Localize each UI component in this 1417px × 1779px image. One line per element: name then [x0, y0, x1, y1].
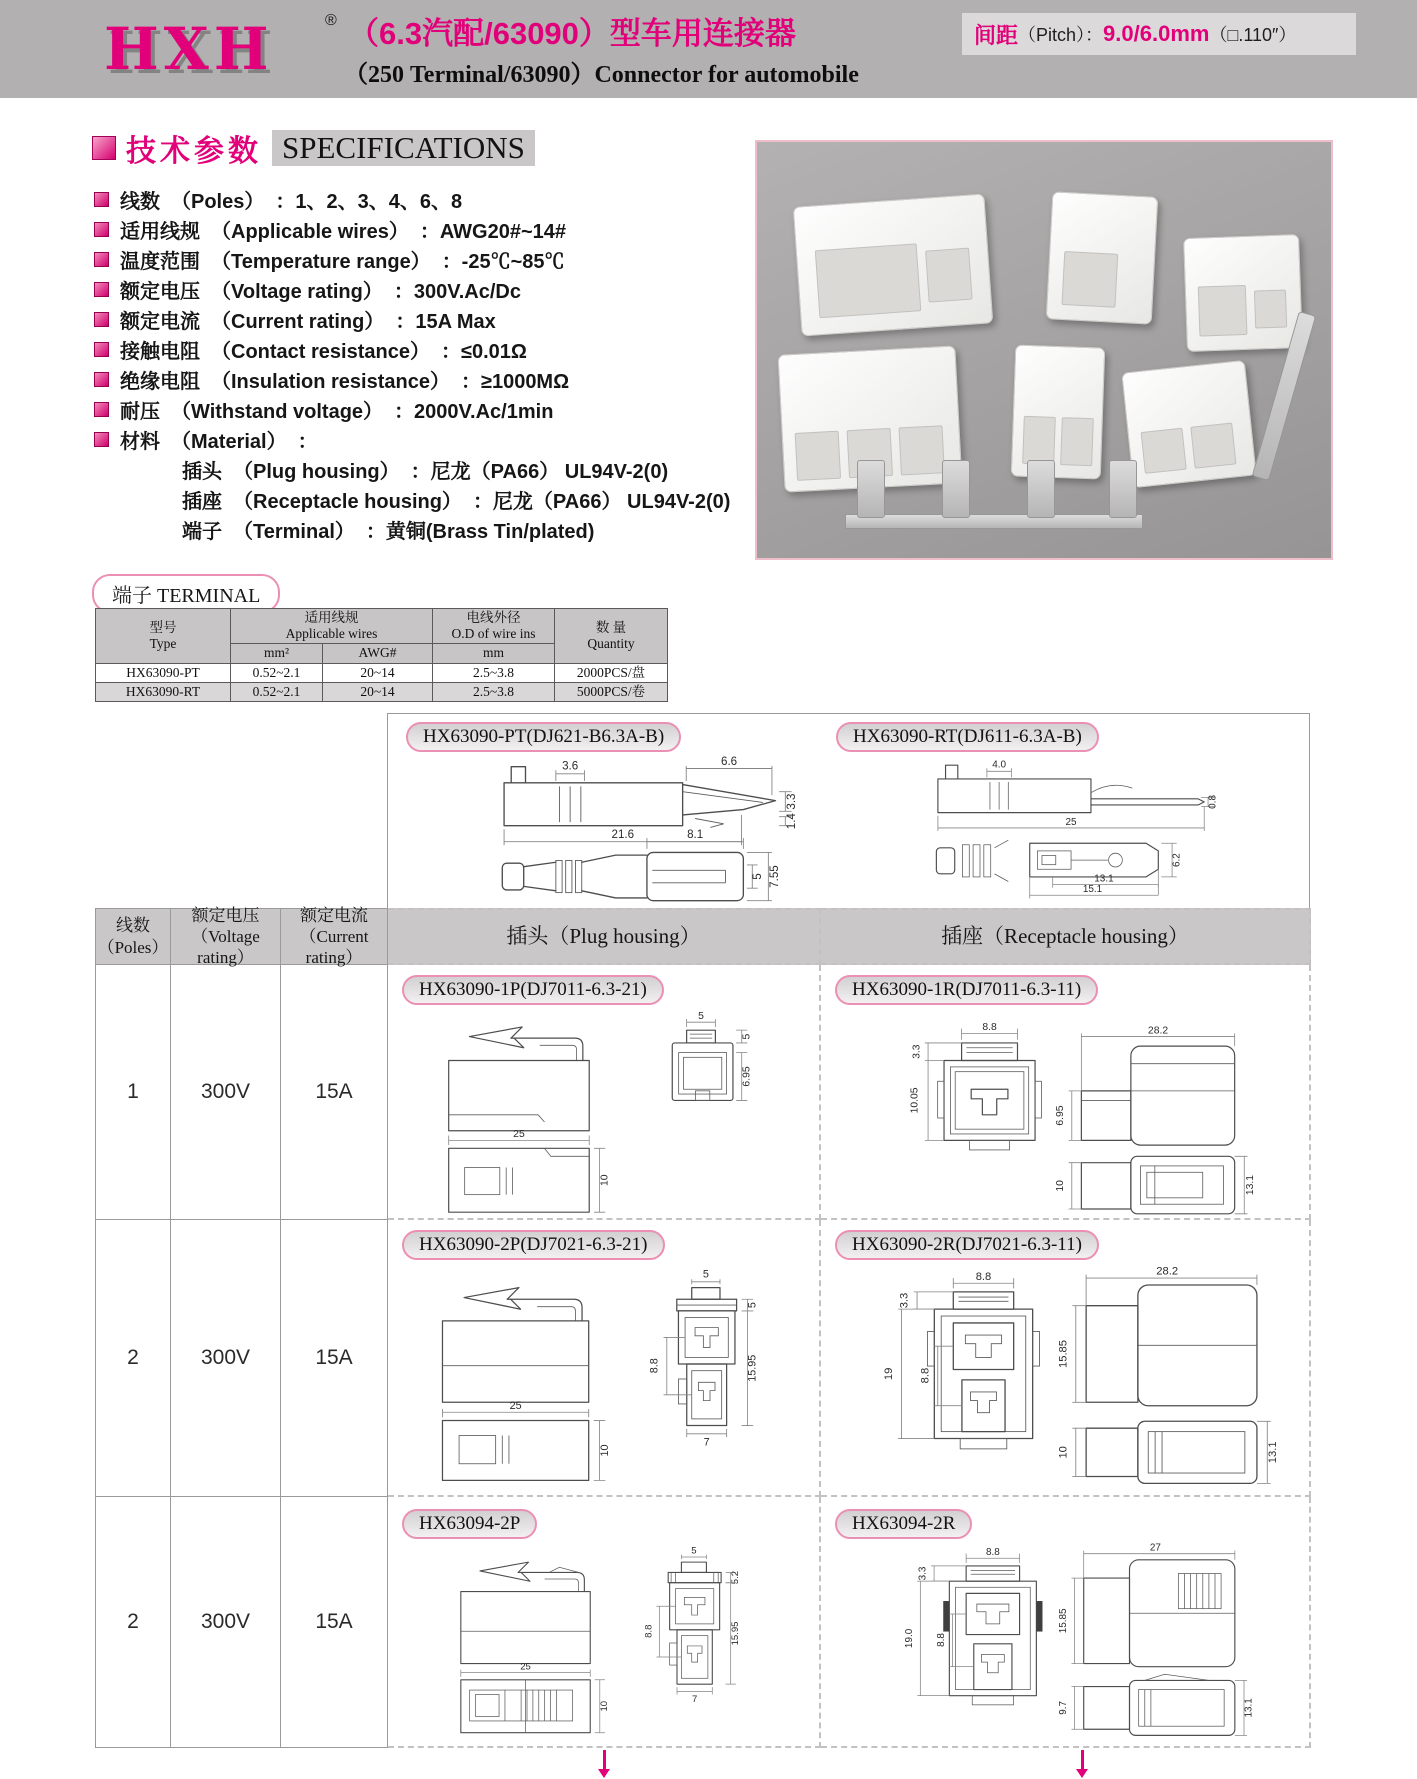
col-mm: mm [433, 644, 555, 663]
spec-subitem: 插头 （Plug housing） ：尼龙（PA66） UL94V-2(0) [182, 460, 669, 483]
col-mm2: mm² [231, 644, 323, 663]
dim-label: 8.8 [643, 1624, 655, 1638]
header-plug-housing: 插头（Plug housing） [388, 908, 821, 965]
part-number-capsule: HX63094-2R [835, 1509, 972, 1539]
page-flow-arrow [1076, 1750, 1088, 1778]
dim-label: 28.2 [1147, 1025, 1169, 1037]
spec-item: 额定电流 （Current rating） ：15A Max [94, 304, 734, 334]
terminal [1027, 460, 1055, 518]
dim-label: 19 [883, 1367, 896, 1381]
part-number-capsule: HX63090-RT(DJ611-6.3A-B) [836, 722, 1099, 752]
dim-label: 13.1 [1243, 1698, 1255, 1718]
spec-item: 耐压 （Withstand voltage） ：2000V.Ac/1min [94, 394, 734, 424]
dim-label: 9.7 [1058, 1700, 1070, 1715]
dim-label: 6.95 [1055, 1105, 1067, 1126]
dim-label: 10 [598, 1444, 611, 1457]
dim-label: 6.2 [1171, 853, 1183, 867]
item-bullet-icon [94, 312, 109, 327]
receptacle-2r-drawing [823, 1266, 1307, 1492]
receptacle-94-2r-drawing [823, 1543, 1307, 1743]
col-awg: AWG# [323, 644, 433, 663]
cell-plug-1p [388, 965, 821, 1220]
connector-housing [793, 193, 994, 336]
dim-label: 15.95 [730, 1621, 742, 1646]
plug-1p-drawing [390, 1011, 814, 1217]
cell-current: 15A [281, 965, 388, 1220]
spec-item: 接触电阻 （Contact resistance） ：≤0.01Ω [94, 334, 734, 364]
terminal-section-badge: 端子 TERMINAL [92, 574, 280, 613]
part-number-capsule: HX63090-1P(DJ7011-6.3-21) [402, 975, 664, 1005]
spec-subitem: 插座 （Receptacle housing） ：尼龙（PA66） UL94V-2(0) [182, 490, 731, 513]
cell-poles: 2 [96, 1220, 171, 1497]
pitch-label-en: （Pitch）： [1018, 25, 1104, 45]
part-number-capsule: HX63090-2P(DJ7021-6.3-21) [402, 1230, 665, 1260]
dim-label: 25 [509, 1399, 522, 1412]
dim-label: 25 [513, 1129, 525, 1141]
col-od: 电线外径 O.D of wire ins [433, 609, 555, 644]
specs-section-title [92, 126, 535, 170]
dim-label: 7 [691, 1693, 698, 1705]
dim-label: 13.1 [1094, 873, 1114, 885]
cell-voltage: 300V [171, 965, 281, 1220]
dim-label: 5 [698, 1011, 704, 1022]
dim-label: 3.6 [562, 759, 579, 773]
dim-label: 8.8 [982, 1022, 997, 1034]
specs-list [94, 184, 734, 544]
dim-label: 8.8 [985, 1547, 1000, 1559]
dim-label: 7.55 [768, 865, 782, 888]
spec-item: 额定电压 （Voltage rating） ：300V.Ac/Dc [94, 274, 734, 304]
dim-label: 6.95 [741, 1066, 753, 1087]
item-bullet-icon [94, 222, 109, 237]
spec-item: 温度范围 （Temperature range） ：-25℃~85℃ [94, 244, 734, 274]
dim-label: 3.3 [785, 793, 799, 810]
dim-label: 6.6 [721, 756, 738, 768]
table-row: HX63090-PT 0.52~2.1 20~14 2.5~3.8 2000PCS/盘 [96, 663, 668, 682]
item-bullet-icon [94, 432, 109, 447]
col-type: 型号 Type [96, 609, 231, 664]
dim-label: 5 [702, 1268, 709, 1281]
part-number-capsule: HX63090-PT(DJ621-B6.3A-B) [406, 722, 681, 752]
item-bullet-icon [94, 402, 109, 417]
part-number-capsule: HX63090-1R(DJ7011-6.3-11) [835, 975, 1098, 1005]
dim-label: 15.95 [746, 1354, 759, 1382]
terminal [857, 460, 885, 518]
terminal-drawings-panel [387, 713, 1310, 909]
dim-label: 3.3 [917, 1566, 929, 1581]
terminal-pt-drawing [448, 756, 828, 906]
terminal-table-header [96, 609, 668, 644]
part-number-capsule: HX63090-2R(DJ7021-6.3-11) [835, 1230, 1099, 1260]
page-flow-arrow [598, 1750, 610, 1778]
dim-label: 15.1 [1082, 884, 1103, 896]
cell-voltage: 300V [171, 1497, 281, 1748]
spec-item: 线数 （Poles） ：1、2、3、4、6、8 [94, 184, 734, 214]
cell-poles: 1 [96, 965, 171, 1220]
dim-label: 25 [520, 1661, 531, 1673]
col-quantity: 数 量 Quantity [555, 609, 668, 664]
dim-label: 15.85 [1058, 1608, 1070, 1634]
brand-logo: HXH [104, 15, 274, 83]
spec-item: 绝缘电阻 （Insulation resistance） ：≥1000MΩ [94, 364, 734, 394]
dim-label: 19.0 [903, 1628, 915, 1649]
page-subtitle: （250 Terminal/63090）Connector for automobile [344, 62, 859, 88]
cell-receptacle-2r [821, 1220, 1311, 1497]
dim-label: 5 [751, 873, 765, 880]
header-band [0, 0, 1417, 98]
header-voltage: 额定电压 （Voltage rating） [171, 908, 281, 965]
dim-label: 5 [746, 1302, 759, 1309]
receptacle-1r-drawing [823, 1011, 1307, 1217]
dim-label: 8.8 [648, 1358, 661, 1374]
dim-label: 13.1 [1266, 1441, 1279, 1464]
plug-94-2p-drawing [390, 1543, 814, 1743]
dim-label: 13.1 [1245, 1174, 1257, 1196]
dim-label: 8.8 [936, 1633, 948, 1647]
cell-current: 15A [281, 1220, 388, 1497]
dim-label: 5.2 [730, 1570, 742, 1585]
connector-housing [1121, 360, 1256, 488]
dim-label: 21.6 [611, 828, 635, 842]
dim-label: 3.3 [898, 1292, 911, 1309]
pitch-value: 9.0/6.0mm [1103, 21, 1210, 46]
terminal [1109, 460, 1137, 518]
pitch-inch: （□.110″） [1209, 25, 1297, 45]
main-table [95, 905, 1311, 1748]
specs-title-en: SPECIFICATIONS [272, 130, 535, 166]
dim-label: 25 [1065, 816, 1077, 828]
col-wires: 适用线规 Applicable wires [231, 609, 433, 644]
connector-housing [1046, 191, 1159, 324]
cell-voltage: 300V [171, 1220, 281, 1497]
connector-housing [1183, 234, 1303, 352]
terminal [942, 460, 970, 518]
item-bullet-icon [94, 372, 109, 387]
specs-title-cn: 技术参数 [126, 135, 262, 168]
header-poles: 线数 （Poles） [96, 908, 171, 965]
item-bullet-icon [94, 342, 109, 357]
dim-label: 5 [691, 1545, 697, 1557]
dim-label: 0.8 [1207, 795, 1219, 809]
spec-subitem: 端子 （Terminal） ：黄铜(Brass Tin/plated) [182, 520, 595, 543]
dim-label: 4.0 [992, 759, 1007, 771]
dim-label: 7 [703, 1436, 710, 1449]
header-current: 额定电流 （Current rating） [281, 908, 388, 965]
dim-label: 27 [1149, 1543, 1161, 1554]
cell-plug-94-2p [388, 1497, 821, 1748]
pitch-box [962, 13, 1356, 55]
dim-label: 10 [599, 1174, 611, 1187]
cell-receptacle-1r [821, 965, 1311, 1220]
terminal-rt-drawing [838, 756, 1298, 906]
dim-label: 28.2 [1156, 1266, 1179, 1278]
dim-label: 8.8 [919, 1367, 932, 1384]
cell-receptacle-94-2r [821, 1497, 1311, 1748]
connector-housing [1011, 344, 1106, 479]
header-receptacle-housing: 插座（Receptacle housing） [821, 908, 1311, 965]
item-bullet-icon [94, 282, 109, 297]
cell-current: 15A [281, 1497, 388, 1748]
plug-2p-drawing [390, 1266, 814, 1492]
page-title: （6.3汽配/63090）型车用连接器 [348, 16, 796, 51]
dim-label: 10 [1055, 1180, 1067, 1192]
item-bullet-icon [94, 192, 109, 207]
dim-label: 10 [599, 1700, 611, 1712]
cell-poles: 2 [96, 1497, 171, 1748]
dim-label: 3.3 [911, 1044, 923, 1059]
terminal-strip [845, 514, 1143, 529]
pitch-label-cn: 间距 [974, 22, 1019, 48]
part-number-capsule: HX63094-2P [402, 1509, 537, 1539]
dim-label: 1.4 [785, 813, 799, 830]
section-bullet-icon [92, 136, 116, 160]
table-row: HX63090-RT 0.52~2.1 20~14 2.5~3.8 5000PCS/卷 [96, 682, 668, 701]
cell-plug-2p [388, 1220, 821, 1497]
item-bullet-icon [94, 252, 109, 267]
registered-mark: ® [325, 12, 337, 29]
dim-label: 8.1 [687, 828, 704, 842]
terminal-table [95, 608, 668, 702]
spec-item: 材料 （Material） ： [94, 424, 734, 454]
dim-label: 15.85 [1057, 1339, 1070, 1369]
dim-label: 8.8 [975, 1270, 992, 1283]
dim-label: 10 [1057, 1446, 1070, 1459]
dim-label: 5 [741, 1033, 753, 1040]
spec-item: 适用线规 （Applicable wires） ：AWG20#~14# [94, 214, 734, 244]
dim-label: 10.05 [909, 1087, 921, 1114]
product-photo [755, 140, 1333, 560]
